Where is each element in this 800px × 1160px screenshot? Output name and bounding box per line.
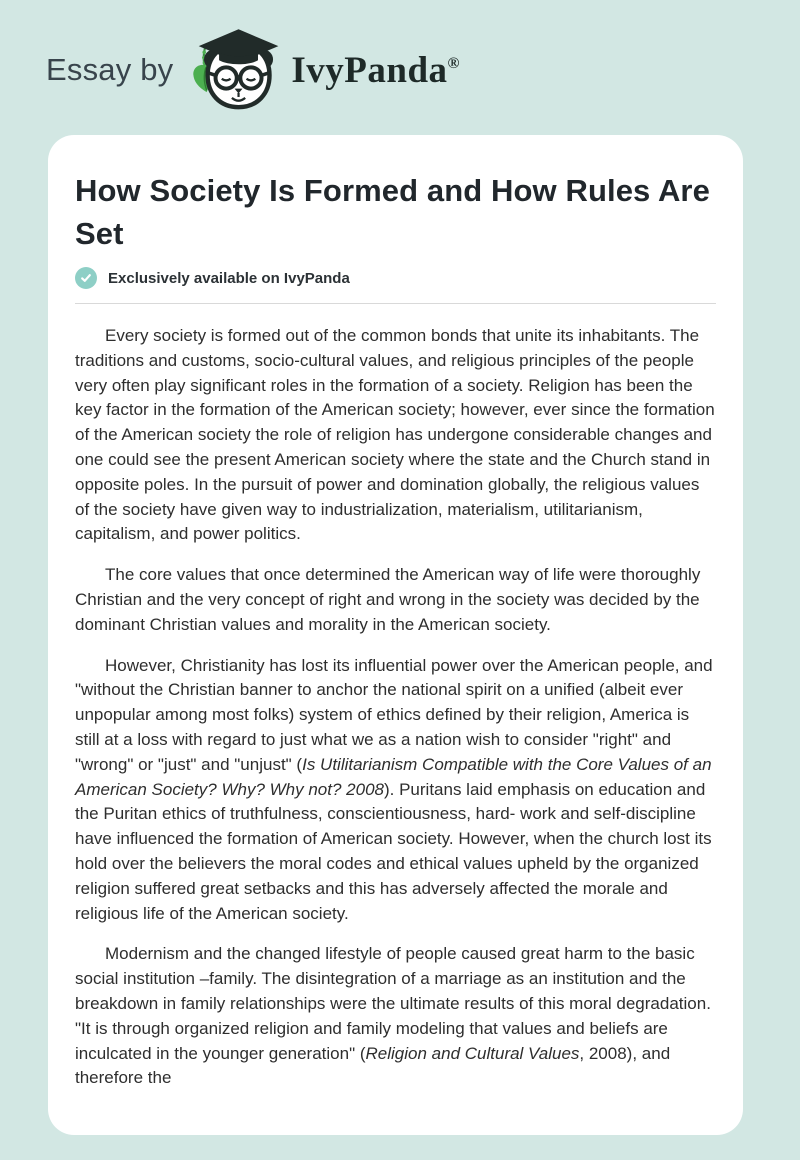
brand-wordmark xyxy=(291,49,460,92)
essay-title: How Society Is Formed and How Rules Are Set xyxy=(75,173,710,251)
exclusive-badge xyxy=(75,267,716,289)
essay-paragraph: Every society is formed out of the common bonds that unite its inhabitants. The traditions and customs, socio-cultural values, and religious principles of the people very often play significant roles in the formation of a society. Religion has been the key factor in the formation of the American society; however, ever since the formation of the American society the role of religion has undergone considerable changes and one could see the present American society where the state and the Church stand in opposite poles. In the pursuit of power and domination globally, the religious values of the society have given way to industrialization, materialism, utilitarianism, capitalism, and power politics. xyxy=(75,326,715,544)
essay-card xyxy=(48,135,743,1135)
exclusive-badge-label: Exclusively available on IvyPanda xyxy=(108,269,350,287)
essay-paragraph: However, Christianity has lost its influential power over the American people, and "without the Christian banner to anchor the national spirit on a unified (albeit ever unpopular among most folks) system of ethics defined by their religion, America is still at a loss with regard to just what we as a nation wish to consider "right" and "wrong" or "just" and "unjust" (Is Utilitarianism Compatible with the Core Values of an American Society? Why? Why not? 2008). Puritans laid emphasis on education and the Puritan ethics of truthfulness, conscientiousness, hard- work and self-discipline have influenced the formation of American society. However, when the church lost its hold over the believers the moral codes and ethical values upheld by the organized religion suffered great setbacks and this has adversely affected the morale and religious life of the American society. xyxy=(75,655,713,923)
essay-paragraph: Modernism and the changed lifestyle of people caused great harm to the basic social institution –family. The disintegration of a marriage as an institution and the breakdown in family relationships were the ultimate results of this moral degradation. "It is through organized religion and family modeling that values and beliefs are inculcated in the younger generation" (Religion and Cultural Values, 2008), and therefore the xyxy=(75,944,711,1088)
check-icon xyxy=(75,267,97,289)
registered-mark: ® xyxy=(447,54,460,72)
essay-paragraph: The core values that once determined the American way of life were thoroughly Christian and the very concept of right and wrong in the society was decided by the dominant Christian values and morality in the American society. xyxy=(75,565,701,634)
header-prefix: Essay by xyxy=(46,52,174,87)
brand-name: IvyPanda xyxy=(291,49,448,91)
panda-graduate-icon xyxy=(189,28,281,112)
essay-body xyxy=(75,324,716,1091)
divider xyxy=(75,303,716,304)
site-header xyxy=(0,0,800,112)
